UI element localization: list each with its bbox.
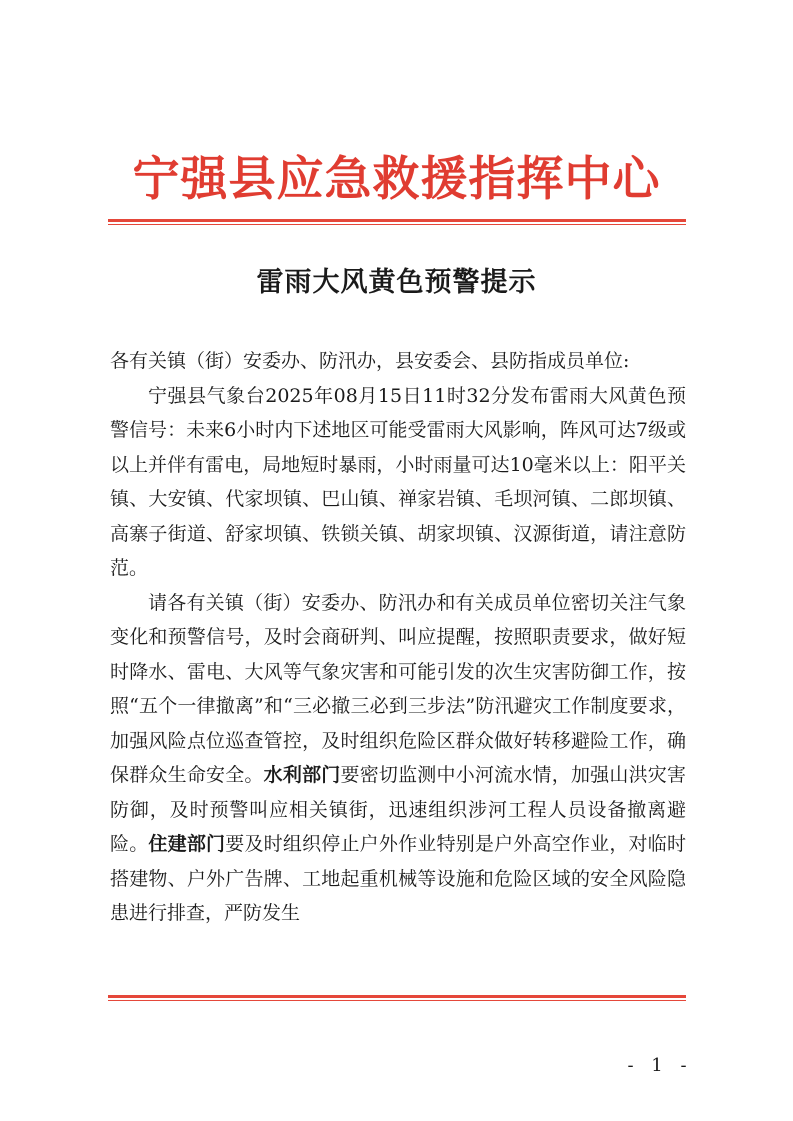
water-dept-instructions: 要密切监测中小河流水情，加强山洪灾害防御，及时预警叫应相关镇街，迅速组织涉河工程人员设备撤离避险。 (110, 764, 686, 855)
issuer-masthead: 宁强县应急救援指挥中心 (132, 152, 661, 207)
document-body (110, 344, 686, 931)
document-title: 雷雨大风黄色预警提示 (256, 267, 537, 298)
footer-divider-thick (108, 995, 686, 998)
salutation: 各有关镇（街）安委办、防汛办，县安委会、县防指成员单位: (110, 350, 630, 372)
instructions-general: 请各有关镇（街）安委办、防汛办和有关成员单位密切关注气象变化和预警信号，及时会商研判、叫应提醒，按照职责要求，做好短时降水、雷电、大风等气象灾害和可能引发的次生灾害防御工作，按照“五个一律撤离”和“三必撤三必到三步法”防汛避灾工作制度要求，加强风险点位巡查管控，及时组织危险区群众做好转移避险工作，确保群众生命安全。 (110, 591, 686, 786)
header-divider-thin (108, 224, 686, 225)
page-number: - 1 - (627, 1055, 693, 1076)
housing-dept-label: 住建部门 (148, 833, 226, 855)
housing-dept-instructions: 要及时组织停止户外作业特别是户外高空作业，对临时搭建物、户外广告牌、工地起重机械等设施和危险区域的安全风险隐患进行排查，严防发生 (110, 833, 686, 924)
paragraph-instructions (110, 586, 686, 931)
water-dept-label: 水利部门 (263, 764, 341, 786)
header-divider (108, 219, 686, 225)
footer-divider (108, 995, 686, 1001)
footer-divider-thin (108, 1000, 686, 1001)
header-divider-thick (108, 219, 686, 222)
paragraph-warning-details: 宁强县气象台2025年08月15日11时32分发布雷雨大风黄色预警信号：未来6小时内下述地区可能受雷雨大风影响，阵风可达7级或以上并伴有雷电，局地短时暴雨，小时雨量可达10毫米以上：阳平关镇、大安镇、代家坝镇、巴山镇、禅家岩镇、毛坝河镇、二郎坝镇、高寨子街道、舒家坝镇、铁锁关镇、胡家坝镇、汉源街道，请注意防范。 (110, 384, 686, 579)
